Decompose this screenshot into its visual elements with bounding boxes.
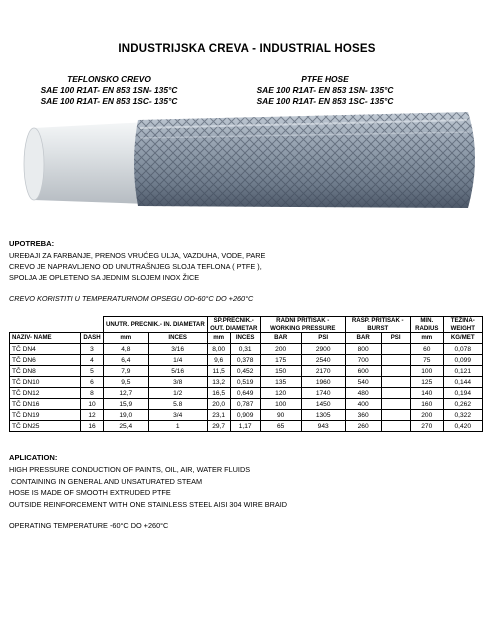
cell-inner-inches: 1/4 bbox=[148, 355, 207, 366]
header-min-radius: MIN. RADIUS bbox=[410, 317, 443, 333]
table-row bbox=[10, 388, 483, 399]
cell-burst-bar: 480 bbox=[345, 388, 381, 399]
table-row bbox=[10, 421, 483, 432]
left-header-standard-1sc: SAE 100 R1AT- EN 853 1SC- 135°C bbox=[40, 96, 178, 106]
cell-outer-mm: 13,2 bbox=[207, 377, 230, 388]
cell-inner-inches: 3/16 bbox=[148, 344, 207, 355]
cell-outer-inches: 0,378 bbox=[230, 355, 260, 366]
table-row bbox=[10, 355, 483, 366]
cell-working-psi: 1450 bbox=[301, 399, 345, 410]
cell-inner-mm: 9,5 bbox=[104, 377, 149, 388]
cell-name: TČ DN16 bbox=[10, 399, 81, 410]
header-burst-psi: PSI bbox=[381, 333, 410, 344]
left-header-name: TEFLONSKO CREVO bbox=[67, 74, 151, 84]
cell-name: TČ DN19 bbox=[10, 410, 81, 421]
header-inner-inches: INCES bbox=[148, 333, 207, 344]
cell-outer-mm: 11,5 bbox=[207, 366, 230, 377]
cell-working-bar: 65 bbox=[260, 421, 301, 432]
cell-inner-mm: 25,4 bbox=[104, 421, 149, 432]
cell-outer-mm: 23,1 bbox=[207, 410, 230, 421]
cell-weight-kgmet: 0,144 bbox=[443, 377, 482, 388]
header-burst-bar: BAR bbox=[345, 333, 381, 344]
cell-inner-inches: 5.8 bbox=[148, 399, 207, 410]
cell-radius-mm: 270 bbox=[410, 421, 443, 432]
cell-burst-psi bbox=[381, 355, 410, 366]
cell-inner-mm: 4,8 bbox=[104, 344, 149, 355]
upotreba-line-2: CREVO JE NAPRAVLJENO OD UNUTRAŠNJEG SLOJA TEFLONA ( PTFE ), bbox=[9, 262, 262, 271]
ptfe-tube bbox=[28, 122, 148, 204]
cell-working-psi: 1740 bbox=[301, 388, 345, 399]
cell-radius-mm: 75 bbox=[410, 355, 443, 366]
cell-weight-kgmet: 0,262 bbox=[443, 399, 482, 410]
cell-working-psi: 1305 bbox=[301, 410, 345, 421]
cell-dash: 6 bbox=[81, 377, 104, 388]
cell-working-psi: 943 bbox=[301, 421, 345, 432]
cell-burst-psi bbox=[381, 388, 410, 399]
cell-working-bar: 175 bbox=[260, 355, 301, 366]
header-outer-diameter: SP.PRECNIK.- OUT. DIAMETAR bbox=[207, 317, 260, 333]
cell-working-bar: 120 bbox=[260, 388, 301, 399]
right-header-name: PTFE HOSE bbox=[301, 74, 349, 84]
header-weight: TEŽINA- WEIGHT bbox=[443, 317, 482, 333]
aplication-line-4: OUTSIDE REINFORCEMENT WITH ONE STAINLESS STEEL AISI 304 WIRE BRAID bbox=[9, 499, 288, 509]
header-inner-mm: mm bbox=[104, 333, 149, 344]
cell-burst-bar: 600 bbox=[345, 366, 381, 377]
cell-dash: 5 bbox=[81, 366, 104, 377]
cell-weight-kgmet: 0,078 bbox=[443, 344, 482, 355]
cell-dash: 4 bbox=[81, 355, 104, 366]
cell-burst-bar: 800 bbox=[345, 344, 381, 355]
cell-working-psi: 1960 bbox=[301, 377, 345, 388]
cell-working-psi: 2170 bbox=[301, 366, 345, 377]
upotreba-label: UPOTREBA: bbox=[9, 239, 55, 248]
cell-outer-mm: 9,6 bbox=[207, 355, 230, 366]
cell-burst-psi bbox=[381, 399, 410, 410]
cell-outer-inches: 0,31 bbox=[230, 344, 260, 355]
cell-working-psi: 2900 bbox=[301, 344, 345, 355]
aplication-text bbox=[9, 464, 287, 510]
cell-working-bar: 100 bbox=[260, 399, 301, 410]
header-working-pressure: RADNI PRITISAK - WORKING PRESSURE bbox=[260, 317, 345, 333]
cell-outer-inches: 0,787 bbox=[230, 399, 260, 410]
upotreba-line-1: UREĐAJI ZA FARBANJE, PRENOS VRUĆEG ULJA, VAZDUHA, VODE, PARE bbox=[9, 251, 266, 260]
header-inner-diameter: UNUTR. PRECNIK.- IN. DIAMETAR bbox=[104, 317, 208, 333]
cell-outer-inches: 0,649 bbox=[230, 388, 260, 399]
cell-burst-psi bbox=[381, 366, 410, 377]
table-row bbox=[10, 344, 483, 355]
cell-outer-inches: 1,17 bbox=[230, 421, 260, 432]
header-burst-pressure: RASP. PRITISAK - BURST bbox=[345, 317, 410, 333]
hose-image bbox=[20, 108, 480, 214]
cell-outer-mm: 20,0 bbox=[207, 399, 230, 410]
table-group-header-row bbox=[10, 317, 483, 333]
cell-name: TČ DN10 bbox=[10, 377, 81, 388]
tube-end bbox=[24, 128, 44, 200]
cell-inner-inches: 3/4 bbox=[148, 410, 207, 421]
header-name: NAZIV- NAME bbox=[10, 333, 81, 344]
table-row bbox=[10, 410, 483, 421]
cell-burst-bar: 260 bbox=[345, 421, 381, 432]
cell-radius-mm: 60 bbox=[410, 344, 443, 355]
cell-dash: 16 bbox=[81, 421, 104, 432]
cell-weight-kgmet: 0,121 bbox=[443, 366, 482, 377]
cell-outer-mm: 29,7 bbox=[207, 421, 230, 432]
cell-dash: 12 bbox=[81, 410, 104, 421]
cell-name: TČ DN6 bbox=[10, 355, 81, 366]
cell-inner-inches: 3/8 bbox=[148, 377, 207, 388]
cell-working-bar: 200 bbox=[260, 344, 301, 355]
cell-working-psi: 2540 bbox=[301, 355, 345, 366]
cell-burst-bar: 400 bbox=[345, 399, 381, 410]
cell-burst-psi bbox=[381, 344, 410, 355]
header-dash: DASH bbox=[81, 333, 104, 344]
right-header-standard-1sn: SAE 100 R1AT- EN 853 1SN- 135°C bbox=[256, 85, 394, 95]
table-row bbox=[10, 399, 483, 410]
cell-burst-bar: 540 bbox=[345, 377, 381, 388]
cell-name: TČ DN25 bbox=[10, 421, 81, 432]
upotreba-line-3: SPOLJA JE OPLETENO SA JEDNIM SLOJEM INOX ŽICE bbox=[9, 273, 200, 282]
cell-name: TČ DN4 bbox=[10, 344, 81, 355]
page-title: INDUSTRIJSKA CREVA - INDUSTRIAL HOSES bbox=[118, 43, 376, 55]
cell-outer-inches: 0,452 bbox=[230, 366, 260, 377]
table-sub-header-row bbox=[10, 333, 483, 344]
specs-table bbox=[9, 316, 483, 432]
cell-working-bar: 135 bbox=[260, 377, 301, 388]
header-outer-inches: INCES bbox=[230, 333, 260, 344]
right-header-standard-1sc: SAE 100 R1AT- EN 853 1SC- 135°C bbox=[256, 96, 394, 106]
aplication-line-1: HIGH PRESSURE CONDUCTION OF PAINTS, OIL, AIR, WATER FLUIDS bbox=[9, 465, 251, 474]
right-header bbox=[230, 74, 420, 107]
upotreba-temperature: CREVO KORISTITI U TEMPERATURNOM OPSEGU OD-60°C DO +260°C bbox=[9, 294, 254, 303]
cell-inner-mm: 19,0 bbox=[104, 410, 149, 421]
cell-outer-mm: 8,00 bbox=[207, 344, 230, 355]
cell-radius-mm: 160 bbox=[410, 399, 443, 410]
header-working-psi: PSI bbox=[301, 333, 345, 344]
cell-inner-inches: 5/16 bbox=[148, 366, 207, 377]
cell-name: TČ DN8 bbox=[10, 366, 81, 377]
left-header-standard-1sn: SAE 100 R1AT- EN 853 1SN- 135°C bbox=[40, 85, 178, 95]
header-weight-kgmet: KG/MET bbox=[443, 333, 482, 344]
cell-burst-bar: 360 bbox=[345, 410, 381, 421]
aplication-temperature: OPERATING TEMPERATURE -60°C DO +260°C bbox=[9, 521, 169, 530]
upotreba-text bbox=[9, 250, 265, 283]
left-header bbox=[14, 74, 204, 107]
cell-dash: 3 bbox=[81, 344, 104, 355]
cell-outer-mm: 16,5 bbox=[207, 388, 230, 399]
cell-weight-kgmet: 0,420 bbox=[443, 421, 482, 432]
table-row bbox=[10, 366, 483, 377]
cell-weight-kgmet: 0,099 bbox=[443, 355, 482, 366]
header-working-bar: BAR bbox=[260, 333, 301, 344]
cell-radius-mm: 100 bbox=[410, 366, 443, 377]
cell-weight-kgmet: 0,322 bbox=[443, 410, 482, 421]
table-row bbox=[10, 377, 483, 388]
cell-inner-inches: 1 bbox=[148, 421, 207, 432]
cell-outer-inches: 0,909 bbox=[230, 410, 260, 421]
cell-burst-bar: 700 bbox=[345, 355, 381, 366]
header-outer-mm: mm bbox=[207, 333, 230, 344]
cell-working-bar: 150 bbox=[260, 366, 301, 377]
header-radius-mm: mm bbox=[410, 333, 443, 344]
specs-table-body bbox=[10, 344, 483, 432]
cell-radius-mm: 200 bbox=[410, 410, 443, 421]
cell-radius-mm: 125 bbox=[410, 377, 443, 388]
cell-weight-kgmet: 0,194 bbox=[443, 388, 482, 399]
cell-outer-inches: 0,519 bbox=[230, 377, 260, 388]
cell-name: TČ DN12 bbox=[10, 388, 81, 399]
aplication-label: APLICATION: bbox=[9, 453, 58, 462]
cell-inner-inches: 1/2 bbox=[148, 388, 207, 399]
cell-inner-mm: 7,9 bbox=[104, 366, 149, 377]
cell-inner-mm: 6,4 bbox=[104, 355, 149, 366]
aplication-line-2: CONTAINING IN GENERAL AND UNSATURATED STEAM bbox=[9, 476, 203, 486]
aplication-line-3: HOSE IS MADE OF SMOOTH EXTRUDED PTFE bbox=[9, 488, 171, 497]
cell-dash: 8 bbox=[81, 388, 104, 399]
cell-burst-psi bbox=[381, 421, 410, 432]
cell-working-bar: 90 bbox=[260, 410, 301, 421]
cell-burst-psi bbox=[381, 410, 410, 421]
cell-radius-mm: 140 bbox=[410, 388, 443, 399]
cell-inner-mm: 12,7 bbox=[104, 388, 149, 399]
cell-dash: 10 bbox=[81, 399, 104, 410]
table-header-blank bbox=[10, 317, 104, 333]
cell-burst-psi bbox=[381, 377, 410, 388]
cell-inner-mm: 15,9 bbox=[104, 399, 149, 410]
